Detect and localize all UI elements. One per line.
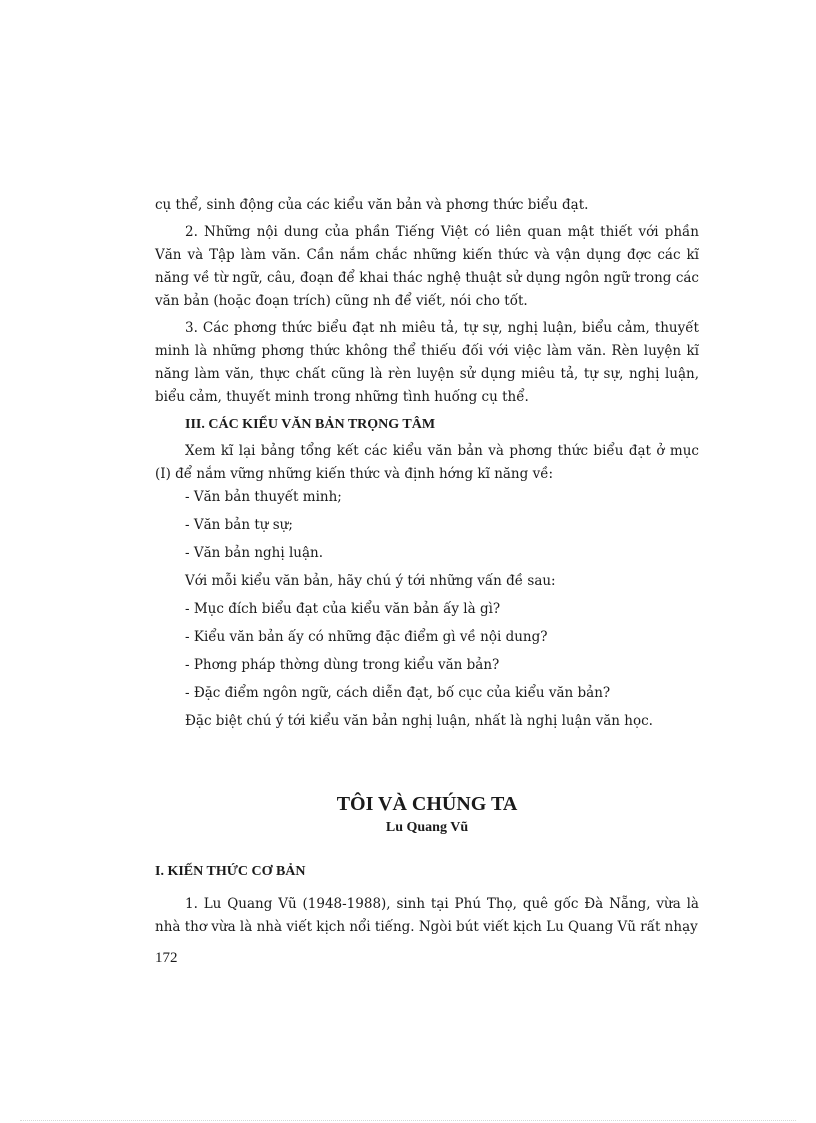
lesson-title: TÔI VÀ CHÚNG TA (336, 793, 518, 815)
section-1 (155, 860, 699, 953)
list-item: - Văn bản tự sự; (185, 517, 293, 533)
section-3-intro: Xem kĩ lại bảng tổng kết các kiểu văn bản và phơng thức biểu đạt ở mục (I) để nắm vững những kiến thức và định hớng kĩ năng về: (155, 443, 699, 482)
list-item: - Phơng pháp thờng dùng trong kiểu văn bản? (185, 657, 500, 673)
list-item: - Mục đích biểu đạt của kiểu văn bản ấy là gì? (185, 601, 501, 617)
lesson-author: Lu Quang Vũ (385, 820, 469, 835)
list-item: - Văn bản thuyết minh; (185, 489, 342, 505)
section-1-paragraph: 1. Lu Quang Vũ (1948-1988), sinh tại Phú Thọ, quê gốc Đà Nẵng, vừa là nhà thơ vừa là nhà viết kịch nổi tiếng. Ngòi bút viết kịch Lu Quang Vũ rất nhạy (155, 896, 699, 935)
body-text (155, 194, 699, 738)
list-item: - Kiểu văn bản ấy có những đặc điểm gì về nội dung? (185, 629, 548, 645)
lesson-title-block (155, 790, 699, 836)
paragraph-2: 2. Những nội dung của phần Tiếng Việt có liên quan mật thiết với phần Văn và Tập làm văn. Cần nắm chắc những kiến thức và vận dụng đợc các kĩ năng về từ ngữ, câu, đoạn để khai thác nghệ thuật sử dụng ngôn ngữ trong các văn bản (hoặc đoạn trích) cũng nh để viết, nói cho tốt. (155, 224, 699, 309)
list-item: - Đặc điểm ngôn ngữ, cách diễn đạt, bố cục của kiểu văn bản? (185, 685, 611, 701)
section-3-heading: III. CÁC KIỂU VĂN BẢN TRỌNG TÂM (185, 417, 436, 432)
questions-intro: Với mỗi kiểu văn bản, hãy chú ý tới những vấn đề sau: (185, 573, 556, 589)
closing-note: Đặc biệt chú ý tới kiểu văn bản nghị luận, nhất là nghị luận văn học. (185, 713, 653, 729)
paragraph-3: 3. Các phơng thức biểu đạt nh miêu tả, tự sự, nghị luận, biểu cảm, thuyết minh là những phơng thức không thể thiếu đối với việc làm văn. Rèn luyện kĩ năng làm văn, thực chất cũng là rèn luyện sử dụng miêu tả, tự sự, nghị luận, biểu cảm, thuyết minh trong những tình huống cụ thể. (155, 320, 699, 405)
intro-line: cụ thể, sinh động của các kiểu văn bản và phơng thức biểu đạt. (155, 197, 589, 213)
page-number: 172 (155, 950, 178, 966)
list-item: - Văn bản nghị luận. (185, 545, 323, 561)
section-1-heading: I. KIẾN THỨC CƠ BẢN (155, 864, 306, 879)
bottom-divider (20, 1120, 796, 1121)
